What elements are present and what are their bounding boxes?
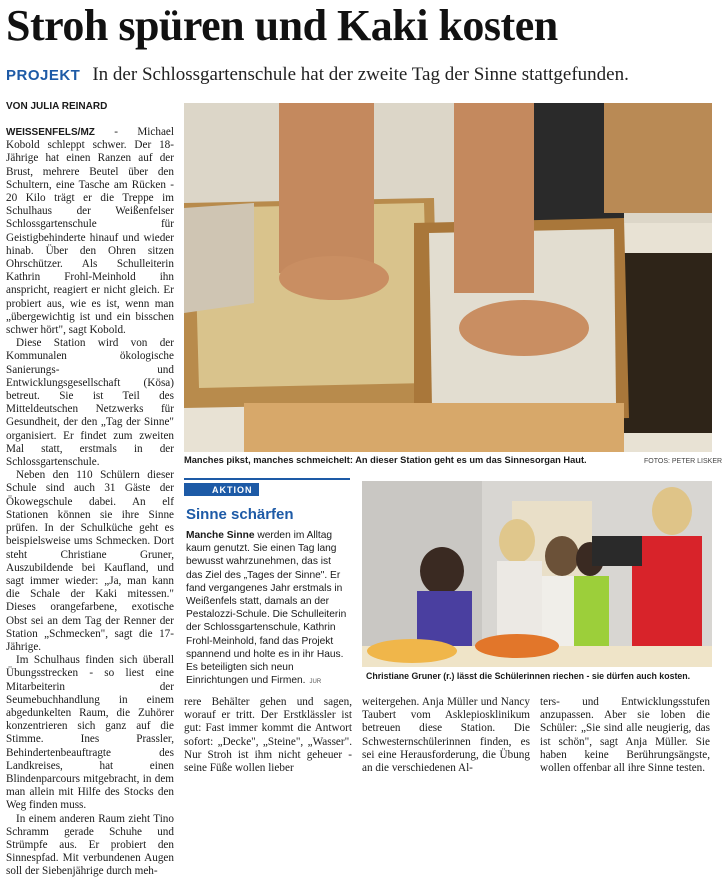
article-column-1 <box>6 126 174 878</box>
paragraph-1 <box>6 126 174 337</box>
aktion-tag: AKTION <box>184 483 259 496</box>
article-column-3: weitergehen. Anja Müller und Nancy Taubert vom Asklepiosklinikum betreuen diese Station. Die Schwesternschülerinnen finden, es sei eine Herausforderung, die Übung an die verschiedenen Al- <box>362 696 530 775</box>
aktion-signature: JUR <box>309 679 322 686</box>
photo-feet-in-straw <box>184 103 712 452</box>
paragraph-4: Im Schulhaus finden sich überall Übungsstrecken - so liest eine Mitarbeiterin der Seumebuchhandlung in einem abgedunkelten Raum, die Zuhörer konzentrieren sich ganz auf die Stimme. Ines Prassler, Behindertenbeauftragte des Landkreises, hat einen Blindenparcours mitgebracht, in dem man allein mit Hilfe des Stocks den Weg finden muss. <box>6 654 174 812</box>
paragraph-3: Neben den 110 Schülern dieser Schule sind auch 31 Gäste der Ökowegschule dabei. An elf Stationen können sie ihre Sinne prüfen. In der Schulküche geht es beispielsweise ums Schmecken. Dort steht Christiane Gruner, Auszubildende bei Kaufland, und sagt immer wieder: „Ja, man kann die Schale der Kaki mitessen." Dieses orangefarbene, exotische Obst sei an dem Tag der Renner der Station „Schmecken", sagt die 17-Jährige. <box>6 469 174 653</box>
article-column-4: ters- und Entwicklungsstufen anzupassen. Aber sie loben die Schüler: „Sie sind alle neugierig, das ist schön", sagt Anja Müller. Sie haben keine Berührungsängste, wollen offenbar all ihre Sinne testen. <box>540 696 710 775</box>
photo-tasting-station <box>362 481 712 667</box>
aktion-box <box>184 478 350 708</box>
paragraph-1-text: - Michael Kobold schleppt schwer. Der 18-Jährige hat einen Ranzen auf der Brust, mehrere Beutel über den Schultern, eine Tasche am Rücken - 20 Kilo trägt er die Treppe im Schulhaus der Weißenfelser Schlossgartenschule für Geistigbehinderte hinauf und wieder hinab. Über den Ohren sitzen Ohrschützer. Als Schulleiterin Kathrin Frohl-Meinhold ihn anspricht, reagiert er nicht gleich. Er probiert aus, wie es ist, wenn man „übergewichtig ist und ein bisschen schwer hört", sagt Kobold. <box>6 126 174 337</box>
article-column-2: rere Behälter gehen und sagen, worauf er tritt. Der Erstklässler ist gut: Fast immer kommt die Antwort sofort: „Decke", „Steine", „Wasser". Nur Stroh ist ihm nicht geheuer - seine Füße wollen lieber <box>184 696 352 775</box>
paragraph-5: In einem anderen Raum zieht Tino Schramm gerade Schuhe und Strümpfe aus. Er probiert den Sinnespfad. Mit verbundenen Augen soll der Siebenjährige durch meh- <box>6 812 174 878</box>
aktion-title: Sinne schärfen <box>186 506 294 523</box>
photo-credit: FOTOS: PETER LISKER <box>644 458 722 465</box>
dateline: WEISSENFELS/MZ <box>6 127 95 138</box>
subhead-row <box>6 64 710 92</box>
byline: VON JULIA REINARD <box>6 101 108 112</box>
kicker: PROJEKT <box>6 67 81 84</box>
aktion-text <box>186 529 350 689</box>
aktion-body: werden im Alltag kaum genutzt. Sie einen Tag lang bewusst wahrzunehmen, das ist das Ziel des „Tages der Sinne". Er fand vergangenes Jahr erstmals in Weißenfels statt, damals an der Pestalozzi-Schule. Die Schulleiterin der Schlossgartenschule, Kathrin Frohl-Meinhold, fand das Projekt spannend und holte es in ihr Haus. Es beteiligten sich neun Einrichtungen und Firmen. <box>186 530 347 687</box>
aktion-lead: Manche Sinne <box>186 530 255 541</box>
photo-2-caption: Christiane Gruner (r.) lässt die Schülerinnen riechen - sie dürfen auch kosten. <box>366 671 691 681</box>
paragraph-2: Diese Station wird von der Kommunalen ökologische Sanierungs- und Entwicklungsgesellschaft (Kösa) betreut. Sie ist Teil des Mitteldeutschen Netzwerks für Gesundheit, der den „Tag der Sinne" organisiert. Er findet zum zweiten Mal statt, erstmals in der Schlossgartenschule. <box>6 337 174 469</box>
photo-1-caption: Manches pikst, manches schmeichelt: An dieser Station geht es um das Sinnesorgan Haut. <box>184 455 587 465</box>
subhead: In der Schlossgartenschule hat der zweite Tag der Sinne stattgefunden. <box>92 64 629 85</box>
headline: Stroh spüren und Kaki kosten <box>6 1 558 50</box>
